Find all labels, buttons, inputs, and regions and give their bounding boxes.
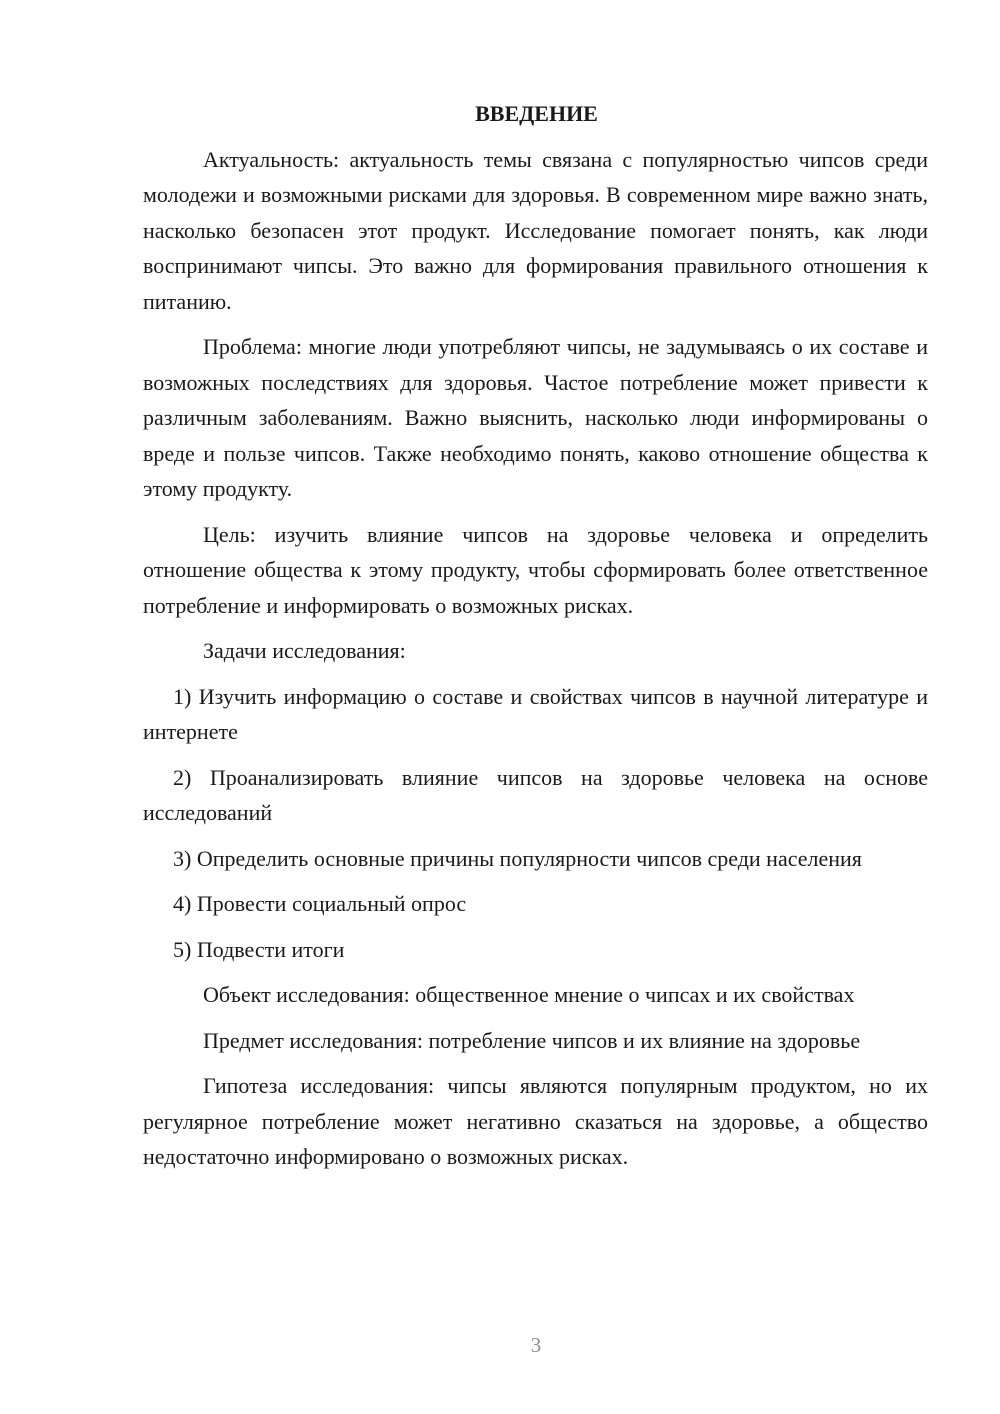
task-item: 4) Провести социальный опрос bbox=[173, 891, 467, 916]
goal-paragraph: Цель: изучить влияние чипсов на здоровье человека и определить отношение общества к этому продукту, чтобы сформировать более ответственное потребление и информировать о возможных рисках. bbox=[143, 521, 928, 618]
relevance-paragraph: Актуальность: актуальность темы связана с популярностью чипсов среди молодежи и возможными рисками для здоровья. В современном мире важно знать, насколько безопасен этот продукт. Исследование помогает понять, как люди воспринимают чипсы. Это важно для формирования правильного отношения к питанию. bbox=[143, 146, 928, 314]
tasks-heading: Задачи исследования: bbox=[203, 638, 406, 663]
problem-paragraph: Проблема: многие люди употребляют чипсы, не задумываясь о их составе и возможных последствиях для здоровья. Частое потребление может привести к различным заболеваниям. Важно выяснить, насколько люди информированы о вреде и пользе чипсов. Также необходимо понять, каково отношение общества к этому продукту. bbox=[143, 334, 928, 501]
task-item: 5) Подвести итоги bbox=[173, 936, 345, 962]
subject-paragraph: Предмет исследования: потребление чипсов и их влияние на здоровье bbox=[203, 1027, 861, 1053]
section-title: ВВЕДЕНИЕ bbox=[475, 101, 598, 126]
page-number: 3 bbox=[530, 1333, 542, 1357]
task-item: 2) Проанализировать влияние чипсов на здоровье человека на основе исследований bbox=[143, 764, 928, 825]
hypothesis-paragraph: Гипотеза исследования: чипсы являются популярным продуктом, но их регулярное потребление может негативно сказаться на здоровье, а общество недостаточно информировано о возможных рисках. bbox=[143, 1073, 928, 1169]
document-page bbox=[143, 96, 928, 1185]
object-paragraph: Объект исследования: общественное мнение о чипсах и их свойствах bbox=[203, 982, 855, 1007]
task-item: 3) Определить основные причины популярности чипсов среди населения bbox=[173, 845, 862, 871]
task-item: 1) Изучить информацию о составе и свойствах чипсов в научной литературе и интернете bbox=[143, 683, 928, 744]
